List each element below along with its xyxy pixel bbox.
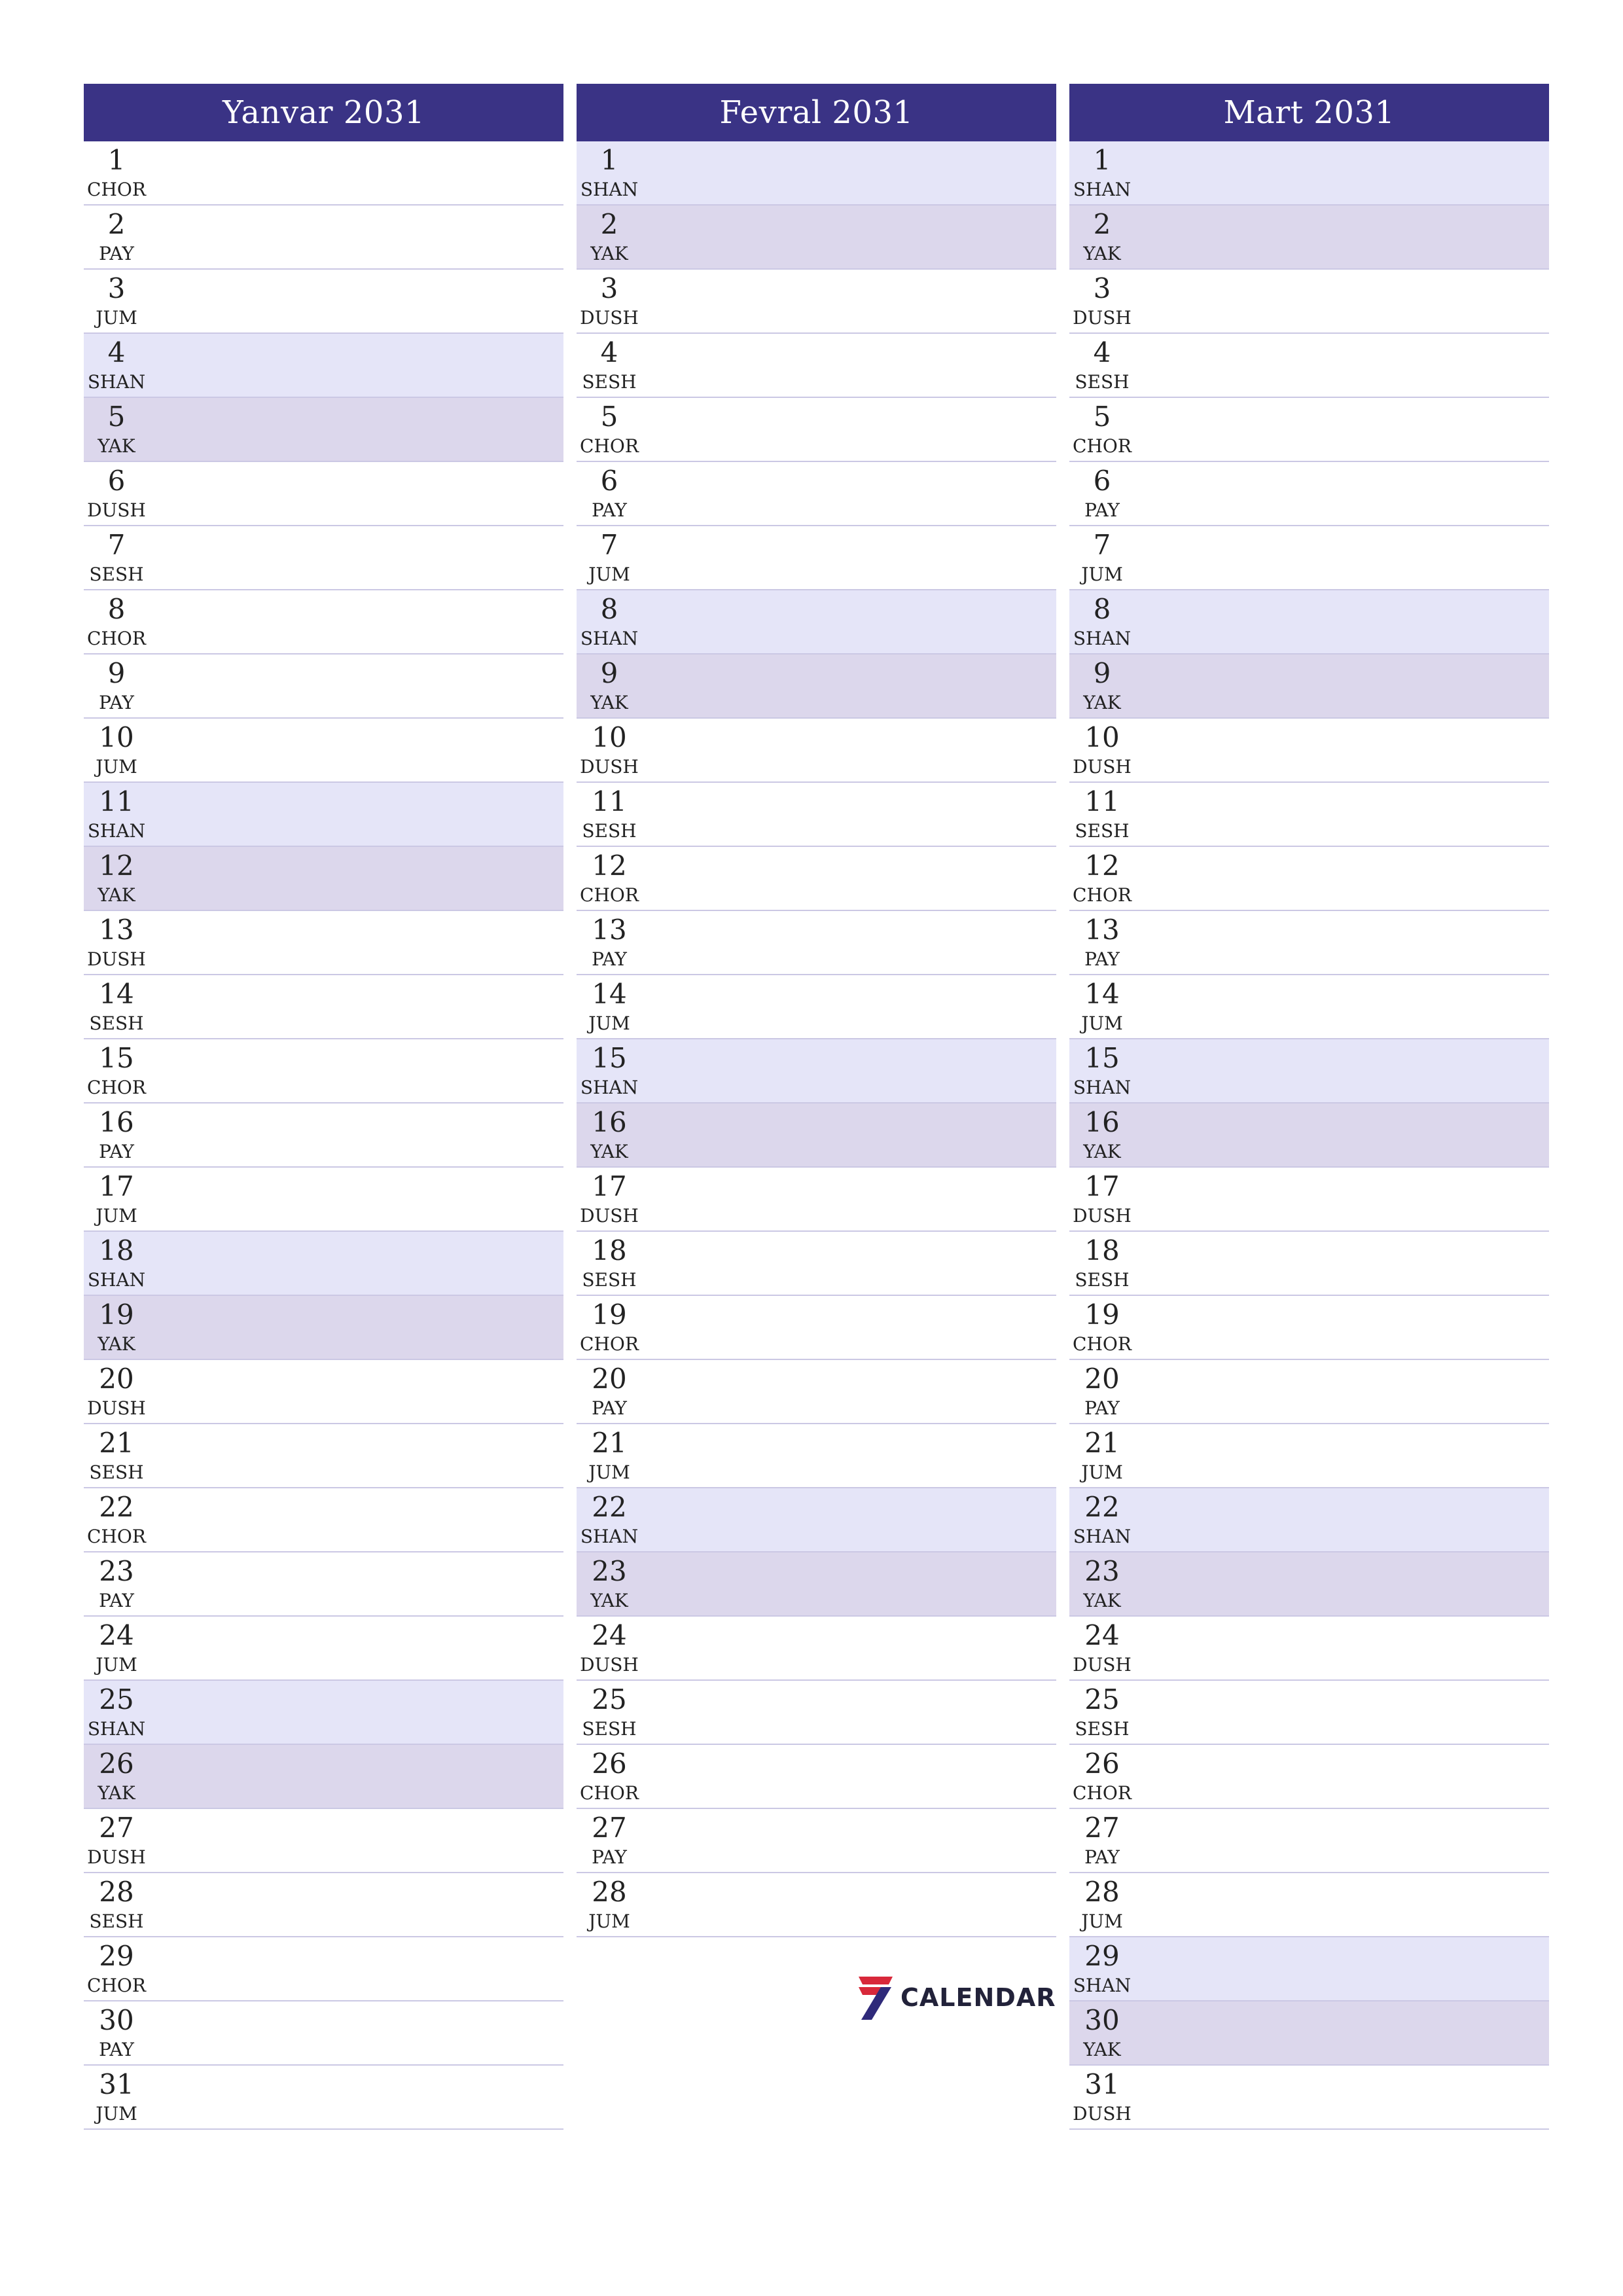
day-list (1069, 141, 1549, 2130)
calendar-months (84, 84, 1550, 2130)
day-number: 13 (99, 914, 134, 946)
day-row (577, 1552, 1056, 1617)
weekday-name: JUM (1081, 1910, 1123, 1932)
weekday-name: DUSH (580, 1654, 639, 1676)
day-number: 3 (1093, 272, 1111, 304)
weekday-name: DUSH (1073, 307, 1132, 329)
weekday-name: DUSH (580, 756, 639, 778)
day-number: 24 (592, 1619, 627, 1651)
weekday-name: CHOR (87, 1526, 146, 1547)
brand-logo[interactable] (856, 1974, 1056, 2021)
month-title: Fevral 2031 (577, 84, 1056, 141)
day-number: 27 (99, 1812, 134, 1844)
day-number: 7 (600, 529, 618, 561)
day-row (1069, 462, 1549, 526)
day-row (1069, 2066, 1549, 2130)
day-row (1069, 1873, 1549, 1937)
weekday-name: SHAN (87, 1269, 146, 1291)
day-row (84, 462, 563, 526)
day-row (577, 1873, 1056, 1937)
day-number: 9 (1093, 657, 1111, 689)
day-number: 12 (592, 850, 627, 882)
weekday-name: PAY (1084, 499, 1120, 521)
weekday-name: CHOR (1073, 884, 1132, 906)
day-number: 30 (99, 2004, 134, 2036)
day-number: 24 (99, 1619, 134, 1651)
day-row (84, 334, 563, 398)
day-row (1069, 655, 1549, 719)
day-row (84, 655, 563, 719)
day-row (1069, 1168, 1549, 1232)
day-number: 15 (99, 1042, 134, 1074)
day-number: 20 (592, 1363, 627, 1395)
day-row (1069, 141, 1549, 206)
weekday-name: JUM (1081, 564, 1123, 585)
weekday-name: CHOR (87, 179, 146, 200)
weekday-name: DUSH (1073, 756, 1132, 778)
day-number: 18 (1084, 1234, 1120, 1266)
day-row (84, 2001, 563, 2066)
weekday-name: CHOR (1073, 435, 1132, 457)
day-number: 5 (600, 401, 618, 433)
day-number: 11 (99, 785, 134, 817)
day-number: 16 (592, 1106, 627, 1138)
weekday-name: PAY (99, 2039, 134, 2060)
weekday-name: JUM (96, 1205, 137, 1227)
day-row (577, 1488, 1056, 1552)
weekday-name: SESH (582, 1269, 637, 1291)
weekday-name: SHAN (580, 1077, 639, 1098)
day-number: 21 (592, 1427, 627, 1459)
day-row (577, 655, 1056, 719)
day-row (577, 911, 1056, 975)
day-number: 6 (600, 465, 618, 497)
day-number: 28 (99, 1876, 134, 1908)
weekday-name: CHOR (1073, 1782, 1132, 1804)
weekday-name: SESH (582, 1718, 637, 1740)
day-number: 11 (1084, 785, 1120, 817)
day-number: 1 (1093, 144, 1111, 176)
weekday-name: YAK (98, 884, 135, 906)
weekday-name: CHOR (580, 1782, 639, 1804)
day-number: 28 (592, 1876, 627, 1908)
day-number: 8 (107, 593, 126, 625)
day-row (1069, 1296, 1549, 1360)
day-row (1069, 2001, 1549, 2066)
day-list (84, 141, 563, 2130)
day-row (1069, 1103, 1549, 1168)
day-row (577, 783, 1056, 847)
day-number: 23 (1084, 1555, 1120, 1587)
weekday-name: SHAN (1073, 628, 1132, 649)
day-number: 22 (99, 1491, 134, 1523)
day-row (577, 1681, 1056, 1745)
day-number: 9 (600, 657, 618, 689)
day-number: 28 (1084, 1876, 1120, 1908)
weekday-name: DUSH (87, 948, 146, 970)
day-number: 13 (592, 914, 627, 946)
weekday-name: DUSH (1073, 1205, 1132, 1227)
day-row (84, 1745, 563, 1809)
day-row (1069, 334, 1549, 398)
day-number: 26 (1084, 1748, 1120, 1780)
weekday-name: CHOR (1073, 1333, 1132, 1355)
day-number: 3 (600, 272, 618, 304)
day-number: 24 (1084, 1619, 1120, 1651)
day-number: 19 (1084, 1299, 1120, 1331)
day-number: 19 (592, 1299, 627, 1331)
logo-text: CALENDAR (901, 1983, 1056, 2012)
day-number: 30 (1084, 2004, 1120, 2036)
day-number: 15 (592, 1042, 627, 1074)
weekday-name: SESH (582, 371, 637, 393)
day-number: 18 (99, 1234, 134, 1266)
day-row (84, 2066, 563, 2130)
weekday-name: SESH (1075, 1269, 1130, 1291)
day-number: 12 (99, 850, 134, 882)
weekday-name: CHOR (580, 1333, 639, 1355)
month-title: Yanvar 2031 (84, 84, 563, 141)
day-row (577, 590, 1056, 655)
month-column-february (577, 84, 1056, 2130)
day-number: 29 (99, 1940, 134, 1972)
weekday-name: CHOR (580, 435, 639, 457)
day-row (84, 1296, 563, 1360)
day-number: 25 (99, 1683, 134, 1715)
day-number: 5 (1093, 401, 1111, 433)
day-row (84, 1681, 563, 1745)
day-number: 21 (99, 1427, 134, 1459)
day-row (1069, 1617, 1549, 1681)
day-number: 23 (592, 1555, 627, 1587)
weekday-name: PAY (99, 243, 134, 264)
day-number: 20 (1084, 1363, 1120, 1395)
day-row (84, 398, 563, 462)
day-number: 27 (592, 1812, 627, 1844)
weekday-name: YAK (98, 435, 135, 457)
weekday-name: PAY (99, 1141, 134, 1162)
day-row (577, 1424, 1056, 1488)
day-number: 21 (1084, 1427, 1120, 1459)
day-number: 25 (592, 1683, 627, 1715)
day-number: 7 (107, 529, 126, 561)
day-number: 14 (592, 978, 627, 1010)
day-number: 4 (600, 336, 618, 368)
weekday-name: SESH (582, 820, 637, 842)
weekday-name: YAK (1083, 2039, 1121, 2060)
weekday-name: CHOR (87, 628, 146, 649)
day-row (1069, 1488, 1549, 1552)
day-row (84, 847, 563, 911)
weekday-name: DUSH (580, 1205, 639, 1227)
day-row (84, 1937, 563, 2001)
day-number: 1 (107, 144, 126, 176)
weekday-name: PAY (592, 1397, 627, 1419)
weekday-name: JUM (588, 1910, 630, 1932)
day-row (84, 1360, 563, 1424)
day-row (577, 141, 1056, 206)
day-number: 2 (1093, 208, 1111, 240)
day-number: 15 (1084, 1042, 1120, 1074)
day-number: 17 (1084, 1170, 1120, 1202)
weekday-name: DUSH (580, 307, 639, 329)
day-row (577, 1296, 1056, 1360)
day-row (577, 1617, 1056, 1681)
weekday-name: PAY (592, 948, 627, 970)
day-number: 23 (99, 1555, 134, 1587)
day-row (1069, 1681, 1549, 1745)
weekday-name: DUSH (1073, 2103, 1132, 2125)
day-row (577, 1039, 1056, 1103)
weekday-name: SHAN (1073, 1526, 1132, 1547)
weekday-name: CHOR (87, 1077, 146, 1098)
weekday-name: DUSH (1073, 1654, 1132, 1676)
day-row (84, 911, 563, 975)
day-row (1069, 206, 1549, 270)
day-row (84, 526, 563, 590)
day-number: 29 (1084, 1940, 1120, 1972)
day-row (1069, 1552, 1549, 1617)
day-number: 4 (1093, 336, 1111, 368)
day-row (577, 526, 1056, 590)
day-row (84, 1488, 563, 1552)
weekday-name: YAK (590, 1141, 628, 1162)
day-row (577, 1168, 1056, 1232)
day-row (84, 783, 563, 847)
day-row (1069, 1039, 1549, 1103)
day-row (84, 141, 563, 206)
month-column-march (1069, 84, 1549, 2130)
day-row (84, 975, 563, 1039)
day-row (577, 206, 1056, 270)
weekday-name: PAY (1084, 1397, 1120, 1419)
day-number: 1 (600, 144, 618, 176)
weekday-name: JUM (1081, 1462, 1123, 1483)
day-number: 6 (107, 465, 126, 497)
weekday-name: SHAN (580, 179, 639, 200)
day-row (1069, 847, 1549, 911)
day-number: 17 (99, 1170, 134, 1202)
day-number: 12 (1084, 850, 1120, 882)
weekday-name: DUSH (87, 499, 146, 521)
day-number: 2 (600, 208, 618, 240)
day-number: 31 (99, 2068, 134, 2100)
day-row (84, 1552, 563, 1617)
weekday-name: YAK (98, 1333, 135, 1355)
weekday-name: YAK (590, 243, 628, 264)
month-column-january (84, 84, 563, 2130)
weekday-name: JUM (96, 2103, 137, 2125)
day-number: 8 (600, 593, 618, 625)
weekday-name: PAY (592, 499, 627, 521)
day-row (84, 1617, 563, 1681)
weekday-name: PAY (99, 692, 134, 713)
weekday-name: PAY (1084, 948, 1120, 970)
day-number: 2 (107, 208, 126, 240)
day-row (84, 719, 563, 783)
day-number: 10 (592, 721, 627, 753)
day-row (84, 590, 563, 655)
day-row (577, 398, 1056, 462)
day-number: 7 (1093, 529, 1111, 561)
day-number: 10 (99, 721, 134, 753)
day-number: 9 (107, 657, 126, 689)
weekday-name: SHAN (1073, 1975, 1132, 1996)
day-row (1069, 975, 1549, 1039)
weekday-name: SHAN (1073, 179, 1132, 200)
weekday-name: JUM (96, 1654, 137, 1676)
day-row (1069, 398, 1549, 462)
weekday-name: SHAN (87, 371, 146, 393)
day-row (84, 1873, 563, 1937)
weekday-name: JUM (588, 564, 630, 585)
day-number: 8 (1093, 593, 1111, 625)
day-number: 16 (99, 1106, 134, 1138)
weekday-name: YAK (1083, 692, 1121, 713)
day-row (577, 1745, 1056, 1809)
weekday-name: SESH (89, 1910, 144, 1932)
weekday-name: SESH (1075, 820, 1130, 842)
day-number: 16 (1084, 1106, 1120, 1138)
day-row (1069, 1937, 1549, 2001)
weekday-name: JUM (588, 1462, 630, 1483)
weekday-name: SHAN (580, 1526, 639, 1547)
day-number: 31 (1084, 2068, 1120, 2100)
day-row (1069, 1360, 1549, 1424)
day-row (1069, 911, 1549, 975)
day-number: 19 (99, 1299, 134, 1331)
weekday-name: JUM (96, 756, 137, 778)
day-row (1069, 1232, 1549, 1296)
day-row (1069, 1745, 1549, 1809)
day-number: 10 (1084, 721, 1120, 753)
day-row (577, 1809, 1056, 1873)
weekday-name: PAY (1084, 1846, 1120, 1868)
day-row (84, 1168, 563, 1232)
day-row (1069, 526, 1549, 590)
weekday-name: JUM (588, 1013, 630, 1034)
day-row (84, 1424, 563, 1488)
day-row (84, 1103, 563, 1168)
day-row (577, 1103, 1056, 1168)
day-row (84, 1232, 563, 1296)
weekday-name: SESH (89, 564, 144, 585)
weekday-name: SHAN (87, 1718, 146, 1740)
seven-logo-icon (856, 1974, 894, 2021)
day-number: 14 (1084, 978, 1120, 1010)
day-number: 3 (107, 272, 126, 304)
day-list (577, 141, 1056, 1937)
day-row (84, 1809, 563, 1873)
day-row (577, 847, 1056, 911)
weekday-name: YAK (1083, 243, 1121, 264)
day-number: 14 (99, 978, 134, 1010)
day-row (84, 206, 563, 270)
weekday-name: CHOR (580, 884, 639, 906)
weekday-name: CHOR (87, 1975, 146, 1996)
day-number: 6 (1093, 465, 1111, 497)
day-number: 22 (1084, 1491, 1120, 1523)
weekday-name: SHAN (580, 628, 639, 649)
day-row (1069, 719, 1549, 783)
weekday-name: SHAN (87, 820, 146, 842)
weekday-name: SESH (1075, 371, 1130, 393)
day-row (84, 1039, 563, 1103)
weekday-name: YAK (590, 692, 628, 713)
day-row (577, 334, 1056, 398)
weekday-name: PAY (99, 1590, 134, 1611)
day-row (577, 1360, 1056, 1424)
day-row (577, 1232, 1056, 1296)
day-row (84, 270, 563, 334)
weekday-name: YAK (98, 1782, 135, 1804)
day-row (1069, 1809, 1549, 1873)
day-row (577, 719, 1056, 783)
weekday-name: SESH (89, 1013, 144, 1034)
weekday-name: JUM (1081, 1013, 1123, 1034)
day-row (1069, 590, 1549, 655)
weekday-name: SESH (89, 1462, 144, 1483)
weekday-name: YAK (590, 1590, 628, 1611)
weekday-name: PAY (592, 1846, 627, 1868)
day-number: 27 (1084, 1812, 1120, 1844)
day-number: 4 (107, 336, 126, 368)
day-row (1069, 783, 1549, 847)
day-row (577, 975, 1056, 1039)
weekday-name: JUM (96, 307, 137, 329)
weekday-name: YAK (1083, 1141, 1121, 1162)
day-number: 11 (592, 785, 627, 817)
day-number: 20 (99, 1363, 134, 1395)
weekday-name: SESH (1075, 1718, 1130, 1740)
weekday-name: DUSH (87, 1846, 146, 1868)
day-number: 26 (99, 1748, 134, 1780)
weekday-name: YAK (1083, 1590, 1121, 1611)
day-number: 22 (592, 1491, 627, 1523)
day-row (1069, 1424, 1549, 1488)
weekday-name: SHAN (1073, 1077, 1132, 1098)
day-number: 17 (592, 1170, 627, 1202)
month-title: Mart 2031 (1069, 84, 1549, 141)
day-row (577, 462, 1056, 526)
day-number: 5 (107, 401, 126, 433)
day-number: 25 (1084, 1683, 1120, 1715)
day-number: 26 (592, 1748, 627, 1780)
weekday-name: DUSH (87, 1397, 146, 1419)
day-row (577, 270, 1056, 334)
day-number: 18 (592, 1234, 627, 1266)
day-row (1069, 270, 1549, 334)
day-number: 13 (1084, 914, 1120, 946)
